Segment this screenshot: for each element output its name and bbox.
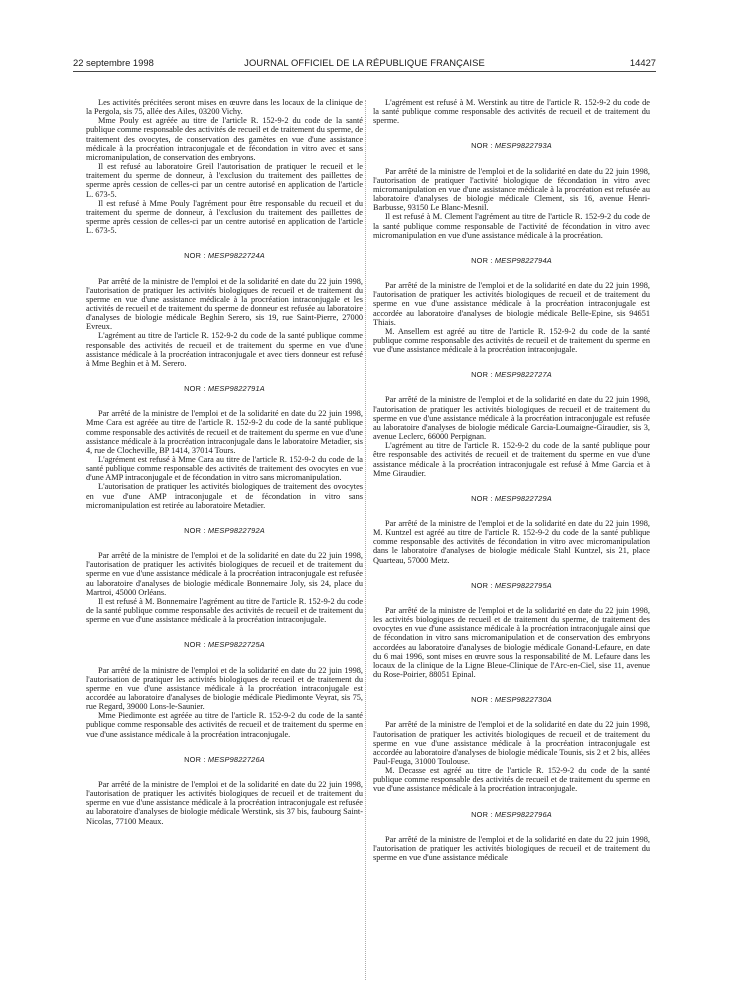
- nor-id: MESP9822724A: [207, 251, 265, 261]
- left-column: [86, 98, 363, 826]
- nor-id: MESP9822725A: [207, 640, 265, 650]
- nor-id: MESP9822795A: [494, 580, 552, 590]
- paragraph: L'agrément au titre de l'article R. 152-9-2 du code de la santé publique comme responsable des activités de recueil et de traitement du sperme en vue d'une assistance médicale à la procréation intraconjugale et avec tiers donneur est refusé à Mme Beghin et à M. Serero.: [86, 331, 363, 368]
- nor-reference: [86, 526, 363, 535]
- nor-label: NOR :: [184, 525, 206, 535]
- paragraph: Par arrêté de la ministre de l'emploi et de la solidarité en date du 22 juin 1998, l'autorisation de pratiquer les activités biologiques de recueil et de traitement du sperme en vue d'une assistance médicale à la procréation intraconjugale est refusée au laboratoire d'analyses de biologie médicale Garcia-Loumaigne-Giraudier, sis 3, avenue Leclerc, 66000 Perpignan.: [373, 395, 650, 442]
- nor-label: NOR :: [184, 640, 206, 650]
- nor-reference: [373, 695, 650, 704]
- nor-label: NOR :: [471, 493, 493, 503]
- paragraph: Par arrêté de la ministre de l'emploi et de la solidarité en date du 22 juin 1998, Mme Cara est agréée au titre de l'article R. 152-9-2 du code de la santé publique comme responsable des activités de recueil et de traitement du sperme en vue d'une assistance médicale à la procréation intraconjugale dans le laboratoire Metadier, sis 4, rue de Clocheville, BP 1414, 37014 Tours.: [86, 409, 363, 455]
- paragraph: Par arrêté de la ministre de l'emploi et de la solidarité en date du 22 juin 1998, l'autorisation de pratiquer les activités biologiques de recueil et de traitement du sperme en vue d'une assistance médicale à la procréation intraconjugale est refusée au laboratoire d'analyses de biologie médicale Werstink, sis 37 bis, faubourg Saint-Nicolas, 77100 Meaux.: [86, 779, 363, 826]
- paragraph: Mme Piedimonte est agréée au titre de l'article R. 152-9-2 du code de la santé publique comme responsable des activités de recueil et de traitement du sperme en vue d'une assistance médicale à la procréation intraconjugale.: [86, 711, 363, 739]
- paragraph: Il est refusé à Mme Pouly l'agrément pour être responsable du recueil et du traitement du sperme de donneur, à l'exclusion du traitement des paillettes de sperme après cession de celles-ci par un centre autorisé en application de l'article L. 673-5.: [86, 198, 363, 236]
- nor-reference: [86, 755, 363, 764]
- paragraph: M. Ansellem est agréé au titre de l'article R. 152-9-2 du code de la santé publique comme responsable des activités de recueil et de traitement du sperme en vue d'une assistance médicale à la procréation intraconjugale.: [373, 326, 650, 355]
- nor-id: MESP9822794A: [494, 255, 552, 265]
- nor-label: NOR :: [471, 580, 493, 590]
- paragraph: Par arrêté de la ministre de l'emploi et de la solidarité en date du 22 juin 1998, les activités biologiques de recueil et de traitement du sperme, de traitement des ovocytes en vue d'une assistance médicale à la procréation intraconjugale ainsi que de fécondation in vitro sans micromanipulation et de conservation des embryons accordées au laboratoire d'analyses de biologie médicale Gonand-Lefaure, en date du 6 mai 1996, sont mises en œuvre sous la responsabilité de M. Lefaure dans les locaux de la clinique de la Ligne Bleue-Clinique de l'Arc-en-Ciel, sise 11, avenue du Rose-Poirier, 88051 Epinal.: [373, 605, 650, 680]
- paragraph: Il est refusé au laboratoire Greil l'autorisation de pratiquer le recueil et le traitement du sperme de donneur, à l'exclusion du traitement des paillettes de sperme après cession de celles-ci par un centre autorisé en application de l'article L. 673-5.: [86, 162, 363, 199]
- column-divider: [365, 100, 366, 980]
- paragraph: L'agrément au titre de l'article R. 152-9-2 du code de la santé publique pour être responsable des activités de recueil et de traitement du sperme en vue d'une assistance médicale à la procréation intraconjugale est refusé à Mme Garcia et à Mme Giraudier.: [373, 441, 650, 478]
- paragraph: Par arrêté de la ministre de l'emploi et de la solidarité en date du 22 juin 1998, l'autorisation de pratiquer les activités biologiques de recueil et de traitement du sperme en vue d'une assistance médicale à la procréation intraconjugale est refusée au laboratoire d'analyses de biologie médicale Bonnemaire Joly, sis 24, place du Martroi, 45000 Orléans.: [86, 551, 363, 597]
- paragraph: Par arrêté de la ministre de l'emploi et de la solidarité en date du 22 juin 1998, l'autorisation de pratiquer l'activité biologique de fécondation in vitro avec micromanipulation en vue d'une assistance médicale à la procréation est refusée au laboratoire d'analyses de biologie médicale Clement, sis 16, avenue Henri-Barbusse, 93150 Le Blanc-Mesnil.: [373, 166, 650, 213]
- paragraph: Par arrêté de la ministre de l'emploi et de la solidarité en date du 22 juin 1998, l'autorisation de pratiquer les activités biologiques de recueil et de traitement du sperme en vue d'une assistance médicale à la procréation intraconjugale est accordée au laboratoire d'analyses de biologie médicale Tounis, sis 2 et 2 bis, allées Paul-Feuga, 31000 Toulouse.: [373, 720, 651, 766]
- paragraph: L'autorisation de pratiquer les activités biologiques de traitement des ovocytes en vue d'une AMP intraconjugale et de fécondation in vitro sans micromanipulation est retirée au laboratoire Metadier.: [86, 482, 363, 510]
- nor-id: MESP9822729A: [494, 493, 552, 503]
- page-header: [73, 57, 656, 71]
- nor-label: NOR :: [184, 384, 206, 394]
- paragraph: Les activités précitées seront mises en œuvre dans les locaux de la clinique de la Pergola, sis 75, allée des Ailes, 03200 Vichy.: [86, 98, 363, 117]
- nor-label: NOR :: [184, 754, 206, 764]
- paragraph: Il est refusé à M. Bonnemaire l'agrément au titre de l'article R. 152-9-2 du code de la santé publique comme responsable des activités de recueil et de traitement du sperme en vue d'une assistance médicale à la procréation intraconjugale.: [86, 596, 363, 625]
- paragraph: Il est refusé à M. Clement l'agrément au titre de l'article R. 152-9-2 du code de la santé publique comme responsable de l'activité de fécondation in vitro avec micromanipulation en vue d'une assistance médicale à la procréation.: [373, 212, 650, 240]
- nor-label: NOR :: [471, 141, 493, 151]
- nor-label: NOR :: [184, 251, 206, 261]
- header-date: 22 septembre 1998: [73, 57, 154, 68]
- nor-reference: [373, 256, 650, 265]
- nor-id: MESP9822791A: [207, 384, 265, 394]
- paragraph: L'agrément est refusé à Mme Cara au titre de l'article R. 152-9-2 du code de la santé publique comme responsable des activités de traitement des ovocytes en vue d'une AMP intraconjugale et de fécondation in vitro sans micromanipulation.: [86, 455, 363, 483]
- nor-reference: [86, 384, 363, 393]
- nor-reference: [373, 370, 650, 379]
- paragraph: Par arrêté de la ministre de l'emploi et de la solidarité en date du 22 juin 1998, l'autorisation de pratiquer les activités biologiques de recueil et de traitement du sperme en vue d'une assistance médicale à la procréation intraconjugale est accordée au laboratoire d'analyses de biologie médicale Piedimonte Veyrat, sis 75, rue Regard, 39000 Lons-le-Saunier.: [86, 665, 363, 712]
- paragraph: Par arrêté de la ministre de l'emploi et de la solidarité en date du 22 juin 1998, l'autorisation de pratiquer les activités biologiques de recueil et de traitement du sperme en vue d'une assistance médicale à la procréation intraconjugale est accordée au laboratoire d'analyses de biologie médicale Belle-Epine, sis 94651 Thiais.: [373, 281, 650, 327]
- nor-reference: [373, 581, 650, 590]
- nor-label: NOR :: [471, 809, 493, 819]
- right-column: [373, 98, 650, 862]
- header-title: JOURNAL OFFICIEL DE LA RÉPUBLIQUE FRANÇAISE: [244, 57, 485, 68]
- nor-id: MESP9822726A: [207, 754, 265, 764]
- nor-id: MESP9822793A: [494, 141, 552, 151]
- header-rule: [73, 71, 656, 72]
- nor-label: NOR :: [471, 695, 493, 705]
- nor-reference: [373, 494, 650, 503]
- nor-reference: [373, 810, 650, 819]
- nor-id: MESP9822727A: [494, 370, 552, 380]
- paragraph: Par arrêté de la ministre de l'emploi et de la solidarité en date du 22 juin 1998, l'autorisation de pratiquer les activités biologiques de recueil et de traitement du sperme en vue d'une assistance médicale à la procréation intraconjugale et les activités de recueil et de traitement du sperme de donneur est refusée au laboratoire d'analyses de biologie médicale Beghin Serero, sis 19, rue Saint-Pierre, 27000 Evreux.: [86, 276, 363, 332]
- nor-label: NOR :: [471, 255, 493, 265]
- nor-id: MESP9822792A: [207, 525, 265, 535]
- paragraph: Par arrêté de la ministre de l'emploi et de la solidarité en date du 22 juin 1998, M. Kuntzel est agréé au titre de l'article R. 152-9-2 du code de la santé publique comme responsable des activités de fécondation in vitro avec micromanipulation dans le laboratoire d'analyses de biologie médicale Stahl Kuntzel, sis 21, place Quarteau, 57000 Metz.: [373, 519, 650, 565]
- header-page-number: 14427: [629, 57, 656, 68]
- nor-reference: [86, 640, 363, 649]
- nor-reference: [86, 251, 363, 260]
- paragraph: Mme Pouly est agréée au titre de l'article R. 152-9-2 du code de la santé publique comme responsable des activités de recueil et de traitement du sperme, de traitement des ovocytes, de conservation des gamètes en vue d'une assistance médicale à la procréation intraconjugale et de fécondation in vitro avec et sans micromanipulation, de conservation des embryons.: [86, 116, 363, 162]
- nor-reference: [373, 141, 650, 150]
- nor-label: NOR :: [471, 370, 493, 380]
- nor-id: MESP9822796A: [494, 809, 552, 819]
- nor-id: MESP9822730A: [494, 695, 552, 705]
- paragraph: Par arrêté de la ministre de l'emploi et de la solidarité en date du 22 juin 1998, l'autorisation de pratiquer les activités biologiques de recueil et de traitement du sperme en vue d'une assistance médicale: [373, 834, 650, 863]
- paragraph: L'agrément est refusé à M. Werstink au titre de l'article R. 152-9-2 du code de la santé publique comme responsable des activités de recueil et de traitement du sperme.: [373, 98, 650, 126]
- paragraph: M. Decasse est agréé au titre de l'article R. 152-9-2 du code de la santé publique comme responsable des activités de recueil et de traitement du sperme en vue d'une assistance médicale à la procréation intraconjugale.: [373, 766, 650, 794]
